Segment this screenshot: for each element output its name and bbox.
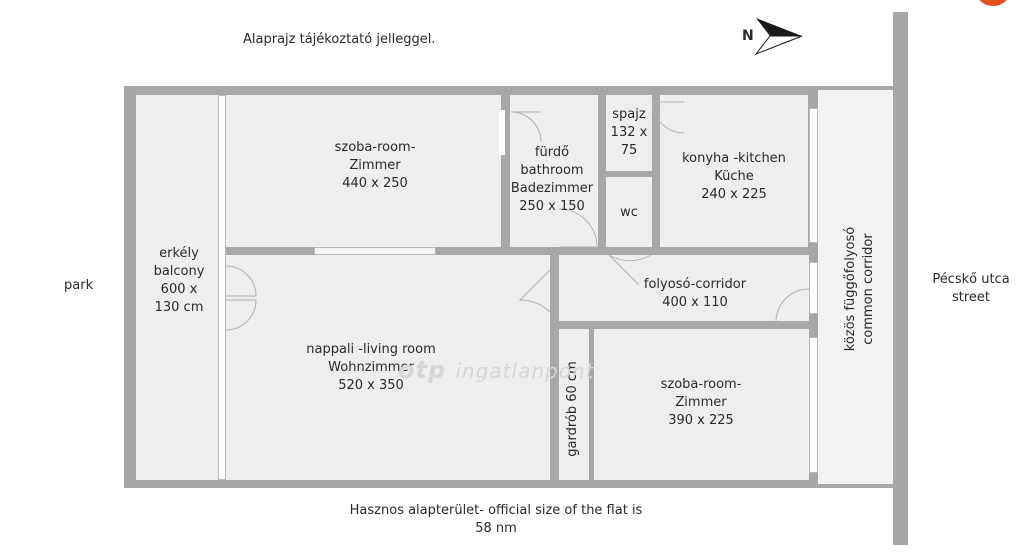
wardrobe-label: gardrób 60 cm [565, 361, 580, 457]
bathroom-label: fürdő bathroom Badezimmer 250 x 150 [510, 145, 594, 214]
common-corridor-label: közös függőfolyosó common corridor [843, 226, 876, 352]
living-room-label: nappali -living room Wohnzimmer 520 x 350 [306, 342, 436, 393]
corridor-label: folyosó-corridor 400 x 110 [643, 277, 747, 310]
area-note: Hasznos alapterület- official size of the flat is 58 nm [349, 503, 643, 536]
watermark: otp ingatlanpont [398, 356, 595, 384]
north-label: N [742, 28, 754, 44]
kitchen-label: konyha -kitchen Küche 240 x 225 [682, 151, 786, 202]
floorplan-disclaimer: Alaprajz tájékoztató jelleggel. [243, 32, 436, 47]
balcony-label: erkély balcony 600 x 130 cm [153, 246, 205, 315]
pantry-label: spajz 132 x 75 [610, 107, 648, 158]
bedroom-2-label: szoba-room- Zimmer 390 x 225 [660, 377, 742, 428]
park-label: park [64, 278, 94, 293]
street-label: Pécskő utca street [932, 272, 1010, 305]
bedroom-1-label: szoba-room- Zimmer 440 x 250 [334, 140, 416, 191]
wc-label: wc [620, 205, 638, 220]
